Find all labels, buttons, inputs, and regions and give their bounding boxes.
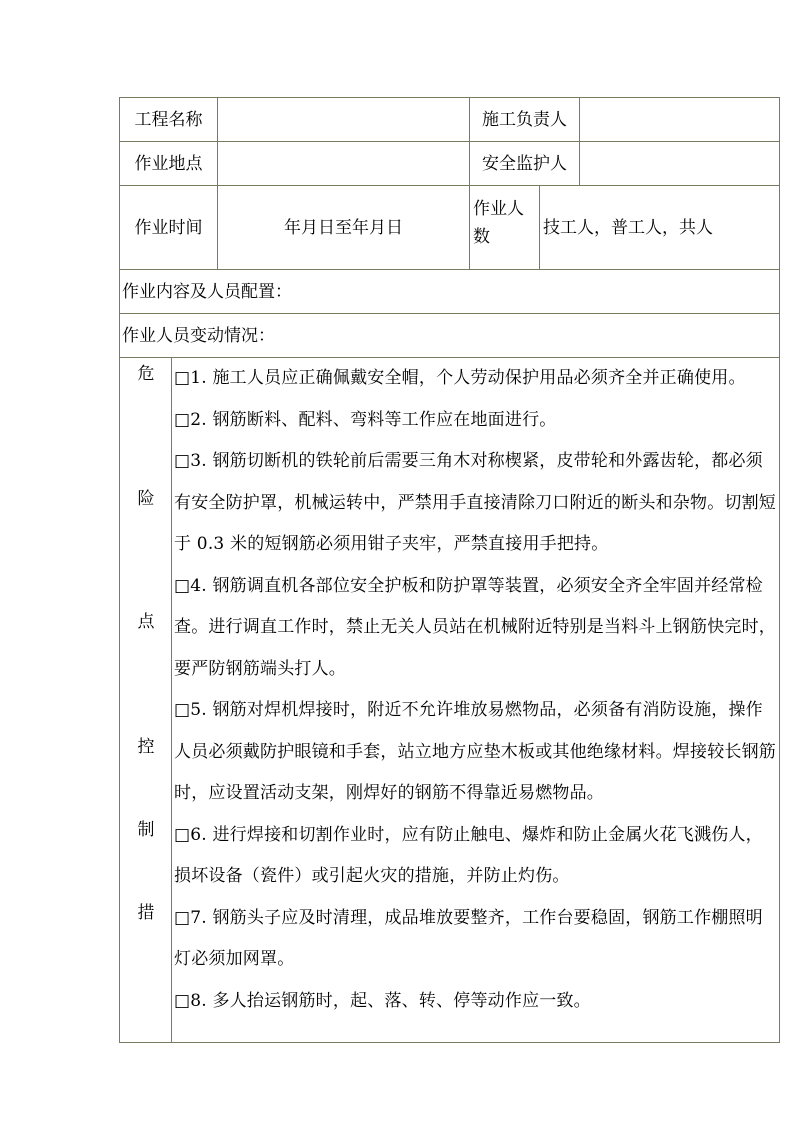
hazard-control-measures bbox=[172, 358, 780, 1043]
row-changes bbox=[120, 314, 780, 358]
changes-label: 作业人员变动情况： bbox=[120, 314, 780, 358]
side-char-3: 点 bbox=[137, 612, 155, 632]
measure-item: □1. 施工人员应正确佩戴安全帽，个人劳动保护用品必须齐全并正确使用。 bbox=[174, 368, 746, 388]
measure-item: □2. 钢筋断料、配料、弯料等工作应在地面进行。 bbox=[174, 409, 557, 430]
measure-item: □5. 钢筋对焊机焊接时，附近不允许堆放易燃物品，必须备有消防设施，操作人员必须戴防护眼镜和手套，站立地方应垫木板或其他绝缘材料。焊接较长钢筋时，应设置活动支架，刚焊好的钢筋不得靠近易燃物品。 bbox=[174, 700, 776, 803]
row-measures bbox=[120, 358, 780, 1043]
construction-lead-label: 施工负责人 bbox=[470, 98, 580, 142]
row-location bbox=[120, 142, 780, 186]
measure-item: □8. 多人抬运钢筋时，起、落、转、停等动作应一致。 bbox=[174, 990, 591, 1011]
worker-count-label-line2: 数 bbox=[473, 227, 490, 247]
side-char-1: 危 bbox=[137, 364, 155, 384]
side-char-2: 险 bbox=[137, 489, 155, 509]
construction-lead-field[interactable] bbox=[580, 98, 780, 142]
work-time-label: 作业时间 bbox=[120, 186, 218, 270]
worker-count-label-line1: 作业人 bbox=[473, 199, 524, 219]
measure-item: □4. 钢筋调直机各部位安全护板和防护罩等装置，必须安全齐全牢固并经常检查。进行调直工作时，禁止无关人员站在机械附近特别是当料斗上钢筋快完时，要严防钢筋端头打人。 bbox=[174, 575, 776, 679]
work-location-field[interactable] bbox=[218, 142, 470, 186]
worker-count-field[interactable]: 技工人，普工人，共人 bbox=[540, 186, 780, 270]
side-char-4: 控 bbox=[137, 737, 155, 757]
side-char-5: 制 bbox=[137, 820, 155, 840]
project-name-label: 工程名称 bbox=[120, 98, 218, 142]
hazard-control-side-label bbox=[120, 358, 172, 1043]
measure-item: □3. 钢筋切断机的铁轮前后需要三角木对称楔紧，皮带轮和外露齿轮，都必须有安全防护罩，机械运转中，严禁用手直接清除刀口附近的断头和杂物。切割短于 0.3 米的短钢筋必须用钳子夹牢，严禁直接用手把持。 bbox=[174, 451, 776, 554]
safety-supervisor-field[interactable] bbox=[580, 142, 780, 186]
measure-item: □6. 进行焊接和切割作业时，应有防止触电、爆炸和防止金属火花飞溅伤人，损坏设备（瓷件）或引起火灾的措施，并防止灼伤。 bbox=[174, 824, 763, 886]
measure-item: □7. 钢筋头子应及时清理，成品堆放要整齐，工作台要稳固，钢筋工作棚照明灯必须加网罩。 bbox=[174, 907, 763, 969]
project-name-field[interactable] bbox=[218, 98, 470, 142]
work-time-field[interactable]: 年月日至年月日 bbox=[218, 186, 470, 270]
safety-supervisor-label: 安全监护人 bbox=[470, 142, 580, 186]
row-content bbox=[120, 270, 780, 314]
row-project bbox=[120, 98, 780, 142]
work-permit-form bbox=[119, 97, 779, 1043]
content-label: 作业内容及人员配置： bbox=[120, 270, 780, 314]
row-time bbox=[120, 186, 780, 270]
worker-count-label bbox=[470, 186, 540, 270]
side-char-6: 措 bbox=[137, 903, 155, 923]
work-info-table bbox=[119, 97, 780, 1043]
work-location-label: 作业地点 bbox=[120, 142, 218, 186]
